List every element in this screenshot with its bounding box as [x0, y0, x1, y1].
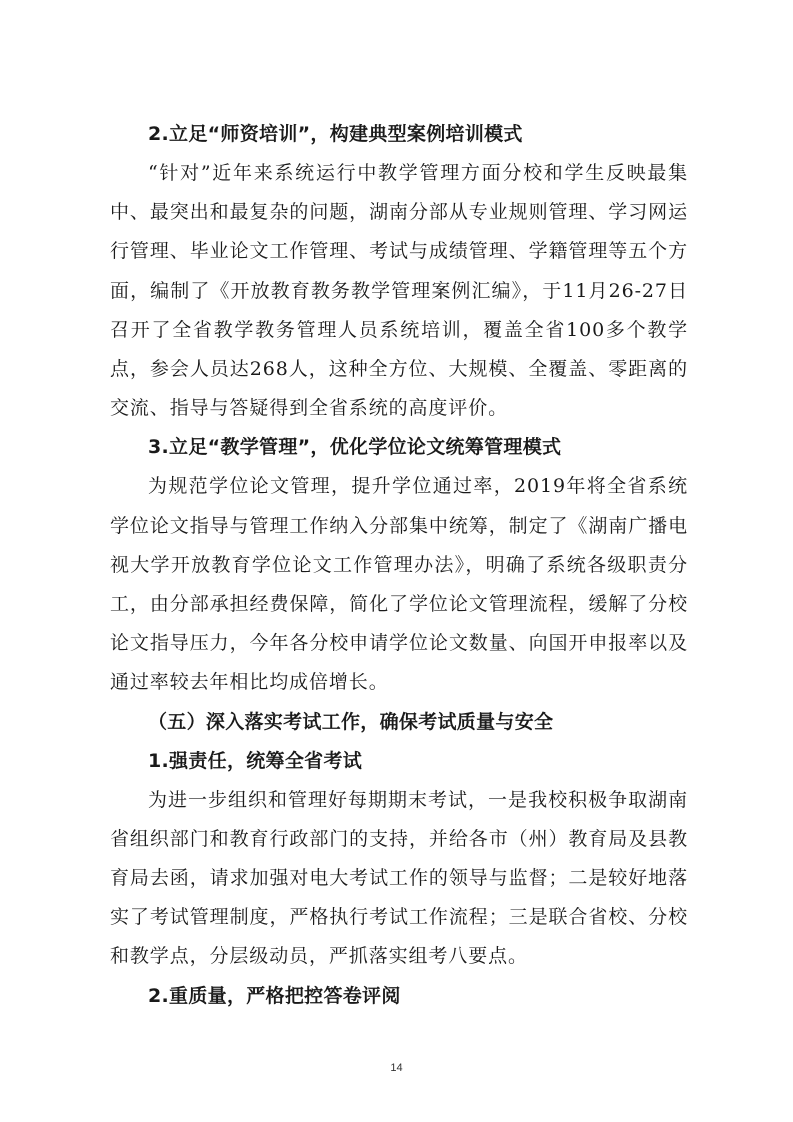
- section-heading-exam-work: （五）深入落实考试工作，确保考试质量与安全: [148, 710, 554, 733]
- page-number: 14: [390, 1062, 403, 1074]
- section-heading-quality: 2.重质量，严格把控答卷评阅: [148, 984, 401, 1007]
- paragraph-teaching-management: 为规范学位论文管理，提升学位通过率，2019年将全省系统学位论文指导与管理工作纳入分部集中统筹，制定了《湖南广播电视大学开放教育学位论文工作管理办法》，明确了系统各级职责分工，由分部承担经费保障，简化了学位论文管理流程，缓解了分校论文指导压力，今年各分校申请学位论文数量、向国开申报率以及通过率较去年相比均成倍增长。: [110, 475, 688, 694]
- section-heading-teaching-management: 3.立足“教学管理”，优化学位论文统筹管理模式: [148, 436, 562, 459]
- section-heading-responsibility: 1.强责任，统筹全省考试: [148, 749, 363, 772]
- document-body: [110, 115, 688, 1016]
- section-heading-teacher-training: 2.立足“师资培训”，构建典型案例培训模式: [148, 123, 523, 145]
- paragraph-responsibility: 为进一步组织和管理好每期期末考试，一是我校积极争取湖南省组织部门和教育行政部门的支持，并给各市（州）教育局及县教育局去函，请求加强对电大考试工作的领导与监督；二是较好地落实了考试管理制度，严格执行考试工作流程；三是联合省校、分校和教学点，分层级动员，严抓落实组考八要点。: [110, 788, 688, 968]
- paragraph-teacher-training: “针对”近年来系统运行中教学管理方面分校和学生反映最集中、最突出和最复杂的问题，湖南分部从专业规则管理、学习网运行管理、毕业论文工作管理、考试与成绩管理、学籍管理等五个方面，编制了《开放教育教务教学管理案例汇编》，于11月26-27日召开了全省教学教务管理人员系统培训，覆盖全省100多个教学点，参会人员达268人，这种全方位、大规模、全覆盖、零距离的交流、指导与答疑得到全省系统的高度评价。: [110, 162, 688, 420]
